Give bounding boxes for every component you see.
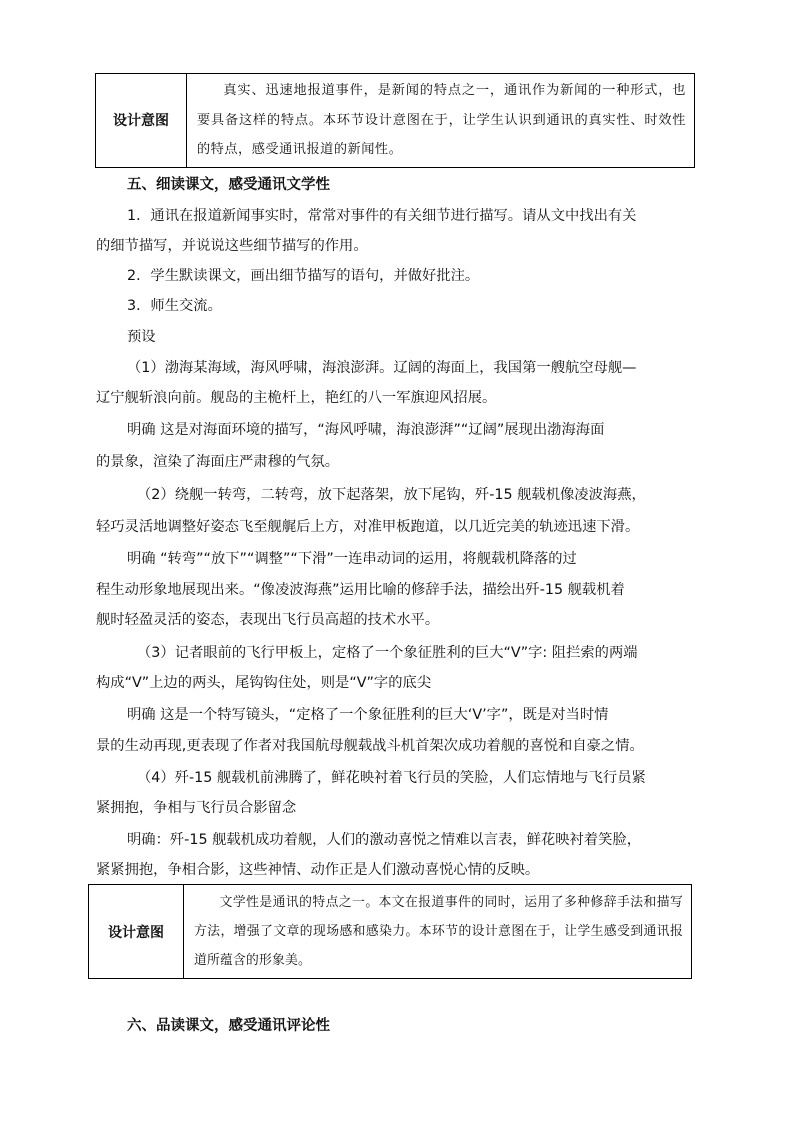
body-line: 紧拥抱，争相与飞行员合影留念 <box>96 800 297 816</box>
body-line: 明确 “转弯”“放下”“调整”“下滑”一连串动词的运用，将舰载机降落的过 <box>127 551 577 567</box>
body-line: 2．学生默读课文，画出细节描写的语句，并做好批注。 <box>127 268 480 284</box>
body-line: 明确 这是一个特写镜头，“定格了一个象征胜利的巨大‘V’字”，既是对当时情 <box>127 707 609 723</box>
design-intent-text: 文学性是通讯的特点之一。本文在报道事件的同时，运用了多种修辞手法和描写方法，增强了文章的现场感和感染力。本环节的设计意图在于，让学生感受到通讯报道所蕴含的形象美。 <box>184 885 692 979</box>
design-intent-label: 设计意图 <box>96 74 187 168</box>
body-line: 辽宁舰斩浪向前。舰岛的主桅杆上，艳红的八一军旗迎风招展。 <box>96 390 497 406</box>
body-line: （1）渤海某海域，海风呼啸，海浪澎湃。辽阔的海面上，我国第一艘航空母舰— <box>127 360 637 376</box>
body-line: 的细节描写，并说说这些细节描写的作用。 <box>96 238 368 254</box>
body-line: 明确 这是对海面环境的描写，“海风呼啸，海浪澎湃”“辽阔”展现出渤海海面 <box>127 422 605 438</box>
design-intent-table-1 <box>95 73 695 168</box>
body-line: 明确：歼-15 舰载机成功着舰，人们的激动喜悦之情难以言表，鲜花映衬着笑脸， <box>127 832 641 848</box>
design-intent-label: 设计意图 <box>89 885 184 979</box>
body-line: 预设 <box>127 329 156 345</box>
body-line: （3）记者眼前的飞行甲板上，定格了一个象征胜利的巨大“V”字: 阻拦索的两端 <box>137 645 638 661</box>
body-line: 舰时轻盈灵活的姿态，表现出飞行员高超的技术水平。 <box>96 612 440 628</box>
body-line: 轻巧灵活地调整好姿态飞至舰艉后上方，对准甲板跑道，以几近完美的轨迹迅速下滑。 <box>96 519 640 535</box>
body-line: 的景象，渲染了海面庄严肃穆的气氛。 <box>96 454 340 470</box>
body-line: （4）歼-15 舰载机前沸腾了，鲜花映衬着飞行员的笑脸，人们忘情地与飞行员紧 <box>137 770 646 786</box>
design-intent-text: 真实、迅速地报道事件，是新闻的特点之一，通讯作为新闻的一种形式，也要具备这样的特点。本环节设计意图在于，让学生认识到通讯的真实性、时效性的特点，感受通讯报道的新闻性。 <box>187 74 695 168</box>
body-line: （2）绕舰一转弯，二转弯，放下起落架，放下尾钩，歼-15 舰载机像凌波海燕， <box>137 487 646 503</box>
body-line: 景的生动再现,更表现了作者对我国航母舰载战斗机首架次成功着舰的喜悦和自豪之情。 <box>96 738 644 754</box>
section-6-heading: 六、品读课文，感受通讯评论性 <box>127 1018 330 1034</box>
section-5-heading: 五、细读课文，感受通讯文学性 <box>127 177 330 193</box>
body-line: 紧紧拥抱，争相合影，这些神情、动作正是人们激动喜悦心情的反映。 <box>96 862 540 878</box>
body-line: 程生动形象地展现出来。“像凌波海燕”运用比喻的修辞手法，描绘出歼-15 舰载机着 <box>96 582 625 598</box>
design-intent-table-2 <box>88 884 692 979</box>
body-line: 1．通讯在报道新闻事实时，常常对事件的有关细节进行描写。请从文中找出有关 <box>127 208 637 224</box>
body-line: 3．师生交流。 <box>127 298 222 314</box>
body-line: 构成“V”上边的两头，尾钩钩住处，则是“V”字的底尖 <box>96 675 432 691</box>
